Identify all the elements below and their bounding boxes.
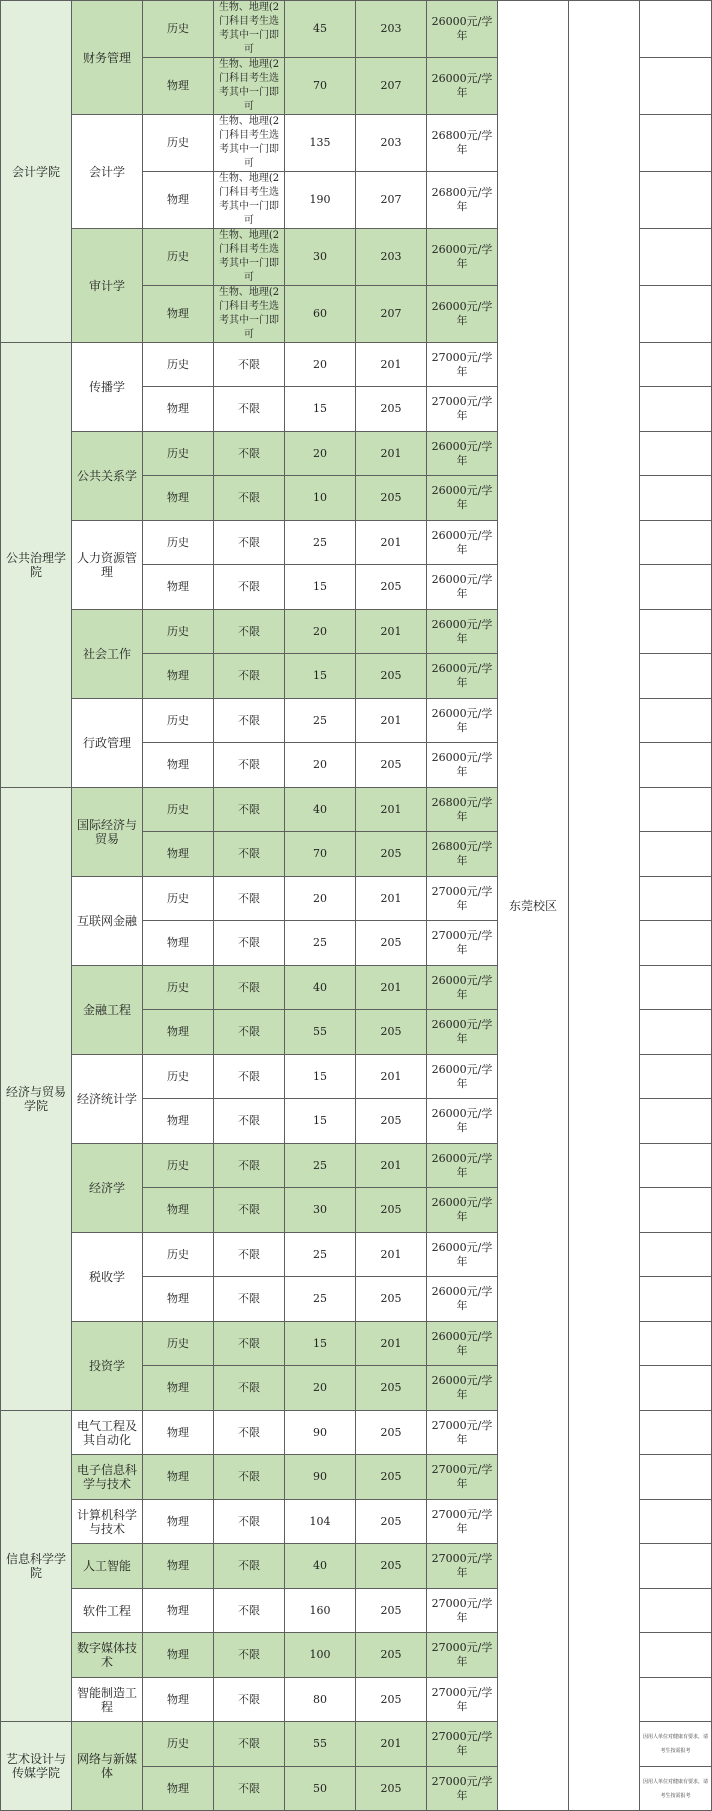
- remark-cell: [640, 58, 712, 115]
- group-code-cell: 207: [356, 172, 427, 229]
- group-code-cell: 205: [356, 921, 427, 966]
- subject-cell: 历史: [143, 610, 214, 654]
- requirement-cell: 不限: [214, 1544, 285, 1589]
- group-code-cell: 205: [356, 832, 427, 877]
- tuition-cell: 27000元/学年: [427, 1589, 498, 1633]
- remark-cell: [640, 1678, 712, 1722]
- group-code-cell: 201: [356, 1722, 427, 1767]
- group-code-cell: 205: [356, 743, 427, 788]
- subject-cell: 物理: [143, 1366, 214, 1411]
- requirement-cell: 不限: [214, 476, 285, 521]
- requirement-cell: 不限: [214, 1322, 285, 1366]
- tuition-cell: 26000元/学年: [427, 565, 498, 610]
- remark-cell: [640, 172, 712, 229]
- major-name-cell: 经济学: [72, 1144, 143, 1233]
- remark-cell: [640, 387, 712, 432]
- group-code-cell: 203: [356, 115, 427, 172]
- major-name-cell: 电气工程及其自动化: [72, 1411, 143, 1455]
- tuition-cell: 26000元/学年: [427, 1188, 498, 1233]
- remark-cell: [640, 1099, 712, 1144]
- group-code-cell: 205: [356, 1767, 427, 1811]
- remark-cell: [640, 1544, 712, 1589]
- tuition-cell: 27000元/学年: [427, 1767, 498, 1811]
- subject-cell: 物理: [143, 172, 214, 229]
- plan-count-cell: 20: [285, 610, 356, 654]
- group-code-cell: 201: [356, 966, 427, 1010]
- college-name-cell: 公共治理学院: [1, 343, 72, 788]
- remark-cell: [640, 1589, 712, 1633]
- tuition-cell: 26000元/学年: [427, 1055, 498, 1099]
- requirement-cell: 生物、地理(2门科目考生选考其中一门即可: [214, 286, 285, 343]
- group-code-cell: 205: [356, 1099, 427, 1144]
- tuition-cell: 26000元/学年: [427, 229, 498, 286]
- subject-cell: 物理: [143, 1589, 214, 1633]
- college-name-cell: 经济与贸易学院: [1, 788, 72, 1411]
- group-code-cell: 205: [356, 476, 427, 521]
- remark-cell: [640, 1188, 712, 1233]
- plan-count-cell: 40: [285, 966, 356, 1010]
- subject-cell: 历史: [143, 115, 214, 172]
- requirement-cell: 生物、地理(2门科目考生选考其中一门即可: [214, 115, 285, 172]
- plan-count-cell: 20: [285, 432, 356, 476]
- major-name-cell: 公共关系学: [72, 432, 143, 521]
- plan-count-cell: 25: [285, 921, 356, 966]
- major-name-cell: 经济统计学: [72, 1055, 143, 1144]
- requirement-cell: 不限: [214, 699, 285, 743]
- tuition-cell: 26000元/学年: [427, 610, 498, 654]
- requirement-cell: 不限: [214, 1099, 285, 1144]
- subject-cell: 历史: [143, 1, 214, 58]
- tuition-cell: 26000元/学年: [427, 654, 498, 699]
- tuition-cell: 27000元/学年: [427, 921, 498, 966]
- tuition-cell: 26000元/学年: [427, 476, 498, 521]
- group-code-cell: 201: [356, 343, 427, 387]
- subject-cell: 历史: [143, 343, 214, 387]
- plan-count-cell: 40: [285, 788, 356, 832]
- group-code-cell: 207: [356, 286, 427, 343]
- requirement-cell: 不限: [214, 921, 285, 966]
- remark-cell: [640, 565, 712, 610]
- tuition-cell: 26000元/学年: [427, 1233, 498, 1277]
- requirement-cell: 不限: [214, 743, 285, 788]
- subject-cell: 物理: [143, 1544, 214, 1589]
- group-code-cell: 203: [356, 1, 427, 58]
- requirement-cell: 不限: [214, 1277, 285, 1322]
- requirement-cell: 不限: [214, 565, 285, 610]
- group-code-cell: 203: [356, 229, 427, 286]
- plan-count-cell: 90: [285, 1455, 356, 1500]
- subject-cell: 历史: [143, 1144, 214, 1188]
- subject-cell: 历史: [143, 1055, 214, 1099]
- plan-count-cell: 20: [285, 743, 356, 788]
- remark-cell: 因用人单位对健康有要求，请考生按需报考: [640, 1767, 712, 1811]
- subject-cell: 物理: [143, 58, 214, 115]
- requirement-cell: 不限: [214, 877, 285, 921]
- requirement-cell: 不限: [214, 1722, 285, 1767]
- plan-count-cell: 20: [285, 1366, 356, 1411]
- plan-count-cell: 70: [285, 832, 356, 877]
- requirement-cell: 不限: [214, 1144, 285, 1188]
- major-name-cell: 软件工程: [72, 1589, 143, 1633]
- major-name-cell: 电子信息科学与技术: [72, 1455, 143, 1500]
- plan-count-cell: 10: [285, 476, 356, 521]
- tuition-cell: 26000元/学年: [427, 286, 498, 343]
- requirement-cell: 不限: [214, 1767, 285, 1811]
- plan-count-cell: 104: [285, 1500, 356, 1544]
- tuition-cell: 27000元/学年: [427, 1678, 498, 1722]
- requirement-cell: 不限: [214, 1633, 285, 1678]
- requirement-cell: 不限: [214, 387, 285, 432]
- requirement-cell: 生物、地理(2门科目考生选考其中一门即可: [214, 229, 285, 286]
- group-code-cell: 205: [356, 1188, 427, 1233]
- plan-count-cell: 40: [285, 1544, 356, 1589]
- table-row: [1, 1, 712, 58]
- requirement-cell: 不限: [214, 1589, 285, 1633]
- plan-count-cell: 25: [285, 1233, 356, 1277]
- college-name-cell: 会计学院: [1, 1, 72, 343]
- subject-cell: 物理: [143, 476, 214, 521]
- subject-cell: 物理: [143, 1633, 214, 1678]
- subject-cell: 物理: [143, 286, 214, 343]
- remark-cell: [640, 788, 712, 832]
- group-code-cell: 205: [356, 565, 427, 610]
- requirement-cell: 生物、地理(2门科目考生选考其中一门即可: [214, 1, 285, 58]
- subject-cell: 历史: [143, 788, 214, 832]
- plan-count-cell: 25: [285, 1277, 356, 1322]
- tuition-cell: 27000元/学年: [427, 343, 498, 387]
- remark-cell: [640, 1633, 712, 1678]
- remark-cell: [640, 115, 712, 172]
- subject-cell: 历史: [143, 877, 214, 921]
- group-code-cell: 201: [356, 432, 427, 476]
- remark-cell: [640, 343, 712, 387]
- plan-count-cell: 15: [285, 1322, 356, 1366]
- plan-count-cell: 135: [285, 115, 356, 172]
- major-name-cell: 传播学: [72, 343, 143, 432]
- subject-cell: 历史: [143, 1322, 214, 1366]
- remark-cell: [640, 1455, 712, 1500]
- tuition-cell: 26000元/学年: [427, 743, 498, 788]
- group-code-cell: 205: [356, 1678, 427, 1722]
- remark-cell: 因用人单位对健康有要求，请考生按需报考: [640, 1722, 712, 1767]
- major-name-cell: 行政管理: [72, 699, 143, 788]
- plan-count-cell: 160: [285, 1589, 356, 1633]
- remark-cell: [640, 877, 712, 921]
- tuition-cell: 26000元/学年: [427, 1010, 498, 1055]
- plan-count-cell: 25: [285, 699, 356, 743]
- plan-count-cell: 80: [285, 1678, 356, 1722]
- major-name-cell: 智能制造工程: [72, 1678, 143, 1722]
- plan-count-cell: 90: [285, 1411, 356, 1455]
- requirement-cell: 不限: [214, 1010, 285, 1055]
- subject-cell: 物理: [143, 1455, 214, 1500]
- remark-cell: [640, 1055, 712, 1099]
- tuition-cell: 27000元/学年: [427, 877, 498, 921]
- requirement-cell: 不限: [214, 1055, 285, 1099]
- plan-count-cell: 100: [285, 1633, 356, 1678]
- subject-cell: 物理: [143, 1500, 214, 1544]
- plan-count-cell: 25: [285, 1144, 356, 1188]
- subject-cell: 历史: [143, 1722, 214, 1767]
- plan-count-cell: 15: [285, 387, 356, 432]
- tuition-cell: 26000元/学年: [427, 1099, 498, 1144]
- major-name-cell: 互联网金融: [72, 877, 143, 966]
- subject-cell: 历史: [143, 699, 214, 743]
- plan-count-cell: 15: [285, 1099, 356, 1144]
- major-name-cell: 计算机科学与技术: [72, 1500, 143, 1544]
- subject-cell: 物理: [143, 654, 214, 699]
- tuition-cell: 26000元/学年: [427, 1, 498, 58]
- subject-cell: 历史: [143, 1233, 214, 1277]
- plan-count-cell: 20: [285, 877, 356, 921]
- group-code-cell: 201: [356, 1233, 427, 1277]
- group-code-cell: 201: [356, 788, 427, 832]
- tuition-cell: 26000元/学年: [427, 521, 498, 565]
- tuition-cell: 26000元/学年: [427, 1322, 498, 1366]
- tuition-cell: 26000元/学年: [427, 699, 498, 743]
- requirement-cell: 不限: [214, 1678, 285, 1722]
- subject-cell: 物理: [143, 1678, 214, 1722]
- major-name-cell: 数字媒体技术: [72, 1633, 143, 1678]
- remark-cell: [640, 1366, 712, 1411]
- group-code-cell: 205: [356, 1589, 427, 1633]
- group-code-cell: 205: [356, 654, 427, 699]
- remark-cell: [640, 1322, 712, 1366]
- requirement-cell: 不限: [214, 521, 285, 565]
- subject-cell: 物理: [143, 921, 214, 966]
- requirement-cell: 不限: [214, 788, 285, 832]
- requirement-cell: 不限: [214, 1233, 285, 1277]
- tuition-cell: 27000元/学年: [427, 387, 498, 432]
- subject-cell: 物理: [143, 387, 214, 432]
- group-code-cell: 205: [356, 1010, 427, 1055]
- major-name-cell: 人力资源管理: [72, 521, 143, 610]
- remark-cell: [640, 654, 712, 699]
- subject-cell: 物理: [143, 1767, 214, 1811]
- group-code-cell: 201: [356, 877, 427, 921]
- plan-count-cell: 30: [285, 229, 356, 286]
- remark-cell: [640, 1, 712, 58]
- major-name-cell: 社会工作: [72, 610, 143, 699]
- tuition-cell: 27000元/学年: [427, 1455, 498, 1500]
- subject-cell: 历史: [143, 521, 214, 565]
- major-name-cell: 投资学: [72, 1322, 143, 1411]
- tuition-cell: 26800元/学年: [427, 788, 498, 832]
- tuition-cell: 26000元/学年: [427, 58, 498, 115]
- gap-cell: [569, 1, 640, 1811]
- major-name-cell: 国际经济与贸易: [72, 788, 143, 877]
- plan-count-cell: 50: [285, 1767, 356, 1811]
- plan-count-cell: 30: [285, 1188, 356, 1233]
- plan-count-cell: 70: [285, 58, 356, 115]
- remark-cell: [640, 1144, 712, 1188]
- subject-cell: 物理: [143, 1099, 214, 1144]
- tuition-cell: 26000元/学年: [427, 1366, 498, 1411]
- major-name-cell: 金融工程: [72, 966, 143, 1055]
- plan-count-cell: 15: [285, 1055, 356, 1099]
- remark-cell: [640, 832, 712, 877]
- requirement-cell: 不限: [214, 654, 285, 699]
- tuition-cell: 26000元/学年: [427, 1144, 498, 1188]
- plan-count-cell: 60: [285, 286, 356, 343]
- group-code-cell: 201: [356, 1144, 427, 1188]
- remark-cell: [640, 1500, 712, 1544]
- remark-cell: [640, 699, 712, 743]
- tuition-cell: 27000元/学年: [427, 1633, 498, 1678]
- major-name-cell: 网络与新媒体: [72, 1722, 143, 1811]
- group-code-cell: 205: [356, 1500, 427, 1544]
- plan-count-cell: 15: [285, 654, 356, 699]
- requirement-cell: 不限: [214, 1366, 285, 1411]
- subject-cell: 物理: [143, 1188, 214, 1233]
- requirement-cell: 生物、地理(2门科目考生选考其中一门即可: [214, 172, 285, 229]
- admission-plan-body: [1, 1, 712, 1811]
- group-code-cell: 205: [356, 387, 427, 432]
- major-name-cell: 财务管理: [72, 1, 143, 115]
- group-code-cell: 201: [356, 521, 427, 565]
- tuition-cell: 26000元/学年: [427, 1277, 498, 1322]
- group-code-cell: 201: [356, 1322, 427, 1366]
- requirement-cell: 不限: [214, 966, 285, 1010]
- group-code-cell: 201: [356, 610, 427, 654]
- major-name-cell: 审计学: [72, 229, 143, 343]
- college-name-cell: 艺术设计与传媒学院: [1, 1722, 72, 1811]
- major-name-cell: 税收学: [72, 1233, 143, 1322]
- plan-count-cell: 25: [285, 521, 356, 565]
- subject-cell: 物理: [143, 1277, 214, 1322]
- group-code-cell: 205: [356, 1277, 427, 1322]
- tuition-cell: 27000元/学年: [427, 1722, 498, 1767]
- campus-cell: 东莞校区: [498, 1, 569, 1811]
- requirement-cell: 不限: [214, 1411, 285, 1455]
- plan-count-cell: 55: [285, 1722, 356, 1767]
- remark-cell: [640, 1010, 712, 1055]
- requirement-cell: 不限: [214, 1188, 285, 1233]
- group-code-cell: 205: [356, 1544, 427, 1589]
- plan-count-cell: 190: [285, 172, 356, 229]
- subject-cell: 物理: [143, 832, 214, 877]
- subject-cell: 历史: [143, 966, 214, 1010]
- group-code-cell: 205: [356, 1455, 427, 1500]
- remark-cell: [640, 286, 712, 343]
- requirement-cell: 生物、地理(2门科目考生选考其中一门即可: [214, 58, 285, 115]
- remark-cell: [640, 1277, 712, 1322]
- college-name-cell: 信息科学学院: [1, 1411, 72, 1722]
- group-code-cell: 205: [356, 1633, 427, 1678]
- requirement-cell: 不限: [214, 1500, 285, 1544]
- subject-cell: 物理: [143, 743, 214, 788]
- tuition-cell: 27000元/学年: [427, 1411, 498, 1455]
- remark-cell: [640, 1411, 712, 1455]
- subject-cell: 物理: [143, 1411, 214, 1455]
- remark-cell: [640, 1233, 712, 1277]
- requirement-cell: 不限: [214, 1455, 285, 1500]
- group-code-cell: 207: [356, 58, 427, 115]
- tuition-cell: 26000元/学年: [427, 432, 498, 476]
- plan-count-cell: 15: [285, 565, 356, 610]
- requirement-cell: 不限: [214, 432, 285, 476]
- subject-cell: 历史: [143, 229, 214, 286]
- group-code-cell: 201: [356, 1055, 427, 1099]
- group-code-cell: 205: [356, 1366, 427, 1411]
- requirement-cell: 不限: [214, 832, 285, 877]
- subject-cell: 物理: [143, 565, 214, 610]
- remark-cell: [640, 610, 712, 654]
- plan-count-cell: 45: [285, 1, 356, 58]
- major-name-cell: 会计学: [72, 115, 143, 229]
- remark-cell: [640, 743, 712, 788]
- plan-count-cell: 55: [285, 1010, 356, 1055]
- tuition-cell: 26000元/学年: [427, 966, 498, 1010]
- remark-cell: [640, 476, 712, 521]
- requirement-cell: 不限: [214, 610, 285, 654]
- tuition-cell: 26800元/学年: [427, 832, 498, 877]
- remark-cell: [640, 229, 712, 286]
- requirement-cell: 不限: [214, 343, 285, 387]
- plan-count-cell: 20: [285, 343, 356, 387]
- tuition-cell: 26800元/学年: [427, 115, 498, 172]
- remark-cell: [640, 521, 712, 565]
- tuition-cell: 27000元/学年: [427, 1544, 498, 1589]
- group-code-cell: 201: [356, 699, 427, 743]
- remark-cell: [640, 966, 712, 1010]
- remark-cell: [640, 921, 712, 966]
- group-code-cell: 205: [356, 1411, 427, 1455]
- remark-cell: [640, 432, 712, 476]
- tuition-cell: 26800元/学年: [427, 172, 498, 229]
- tuition-cell: 27000元/学年: [427, 1500, 498, 1544]
- subject-cell: 历史: [143, 432, 214, 476]
- major-name-cell: 人工智能: [72, 1544, 143, 1589]
- subject-cell: 物理: [143, 1010, 214, 1055]
